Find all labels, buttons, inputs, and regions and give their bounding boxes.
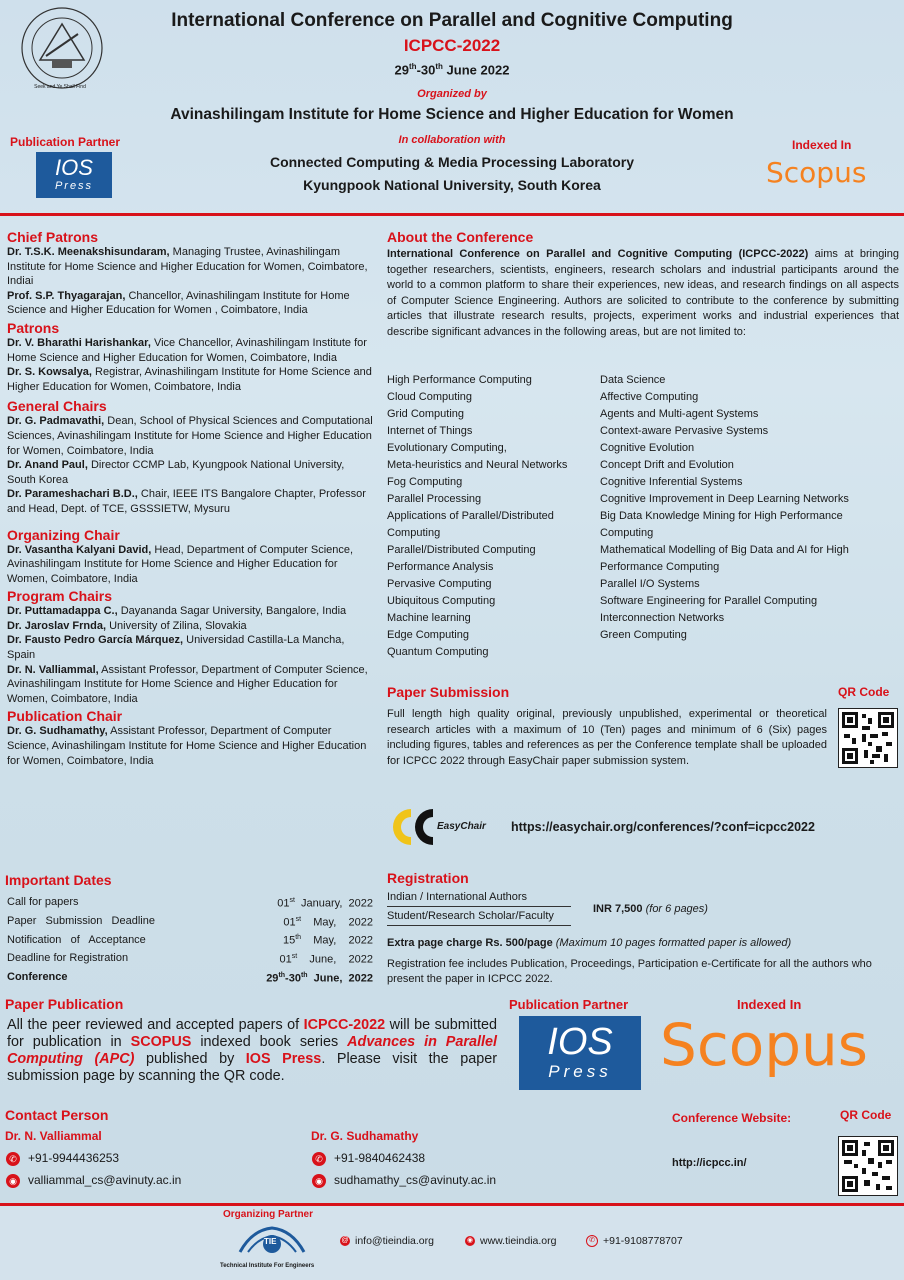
date-value: 01st January, 2022 <box>277 897 373 910</box>
scopus-logo-large: Scopus <box>660 1011 868 1079</box>
person-name: Dr. S. Kowsalya, <box>7 366 92 379</box>
registration-category-1: Indian / International Authors <box>387 890 571 907</box>
easychair-link[interactable]: https://easychair.org/conferences/?conf=icpcc2022 <box>511 820 815 834</box>
topic-item: Meta-heuristics and Neural Networks <box>387 459 568 471</box>
organizing-chair-title: Organizing Chair <box>7 526 120 543</box>
organized-by-label: Organized by <box>417 88 487 100</box>
topic-item: Cognitive Improvement in Deep Learning Networks <box>600 493 849 505</box>
date-label: Paper Submission Deadline <box>7 914 155 927</box>
person-desc: Director CCMP Lab, Kyungpook National University, South Korea <box>7 459 345 486</box>
person-entry <box>7 724 375 768</box>
person-desc: University of Zilina, Slovakia <box>106 619 247 632</box>
submission-qr-label: QR Code <box>838 685 890 699</box>
tie-logo <box>232 1222 312 1262</box>
person-desc: Registrar, Avinashilingam Institute for Home Science and Higher Education for Women, Coimbatore, India <box>7 366 372 393</box>
person-desc: Universidad Castilla-La Mancha, Spain <box>7 634 345 662</box>
tie-caption: Technical Institute For Engineers <box>220 1263 315 1269</box>
topic-item: Performance Computing <box>600 561 720 573</box>
person-entry <box>7 289 375 318</box>
date-label: Call for papers <box>7 896 79 909</box>
about-text <box>387 247 899 340</box>
contact-2-phone[interactable]: +91-9840462438 <box>334 1151 426 1165</box>
date-row <box>7 893 373 912</box>
general-chairs-title: General Chairs <box>7 398 107 415</box>
contact-2-name: Dr. G. Sudhamathy <box>311 1129 419 1143</box>
extra-page-charge-note: (Maximum 10 pages formatted paper is allowed) <box>552 937 792 949</box>
topic-item: Machine learning <box>387 612 471 624</box>
pub-text-4: SCOPUS <box>130 1034 192 1050</box>
person-name: Dr. T.S.K. Meenakshisundaram, <box>7 246 170 258</box>
publication-chair-list <box>7 724 375 768</box>
person-entry <box>7 604 375 619</box>
registration-fee <box>593 903 708 915</box>
person-desc: Chancellor, Avinashilingam Institute for Home Science and Higher Education for Women , Coimbatore, India <box>7 289 350 317</box>
paper-publication-text <box>7 1017 497 1085</box>
person-name: Dr. Vasantha Kalyani David, <box>7 543 152 556</box>
topic-item: Data Science <box>600 374 666 386</box>
publication-partner-label-2: Publication Partner <box>509 997 629 1012</box>
general-chairs-list <box>7 414 375 516</box>
phone-icon: ✆ <box>6 1152 20 1166</box>
person-name: Dr. Parameshachari B.D., <box>7 488 138 501</box>
registration-fee-note: (for 6 pages) <box>645 903 708 915</box>
person-name: Dr. N. Valliammal, <box>7 663 99 676</box>
chief-patrons-list <box>7 245 375 318</box>
topic-item: Internet of Things <box>387 425 473 437</box>
topic-item: High Performance Computing <box>387 374 532 386</box>
globe-icon: ◉ <box>6 1174 20 1188</box>
topic-item: Cognitive Inferential Systems <box>600 476 743 488</box>
topic-item: Applications of Parallel/Distributed <box>387 510 554 522</box>
topic-item: Context-aware Pervasive Systems <box>600 425 769 437</box>
important-dates-title: Important Dates <box>5 872 112 888</box>
organizing-partner-label: Organizing Partner <box>223 1209 314 1220</box>
person-desc: Managing Trustee, Avinashilingam Institute for Home Science and Higher Education for Women, Coimbatore, Indiai <box>7 246 368 288</box>
scopus-logo: Scopus <box>766 156 867 189</box>
topic-item: Computing <box>387 527 441 539</box>
contact-1-name: Dr. N. Valliammal <box>5 1129 102 1143</box>
person-entry <box>7 487 375 516</box>
easychair-logo-text: EasyChair <box>437 821 486 832</box>
footer-email[interactable]: info@tieindia.org <box>355 1235 434 1247</box>
topic-item: Cloud Computing <box>387 391 472 403</box>
conference-acronym: ICPCC-2022 <box>403 36 501 55</box>
program-chairs-title: Program Chairs <box>7 588 113 605</box>
topic-item: Computing <box>600 527 654 539</box>
contact-1-phone[interactable]: +91-9944436253 <box>28 1151 120 1165</box>
collab-label: In collaboration with <box>398 134 506 146</box>
ios-press-logo-large <box>519 1016 641 1090</box>
topic-item: Parallel Processing <box>387 493 482 505</box>
person-entry <box>7 414 375 458</box>
contact-title: Contact Person <box>5 1107 109 1123</box>
phone-icon: ✆ <box>312 1152 326 1166</box>
person-desc: Vice Chancellor, Avinashilingam Institute for Home Science and Higher Education for Women, Coimbatore, India <box>7 336 367 364</box>
program-chairs-list <box>7 604 375 706</box>
topic-item: Green Computing <box>600 629 687 641</box>
publication-partner-label: Publication Partner <box>10 135 121 149</box>
date-row <box>7 949 373 968</box>
organizing-chair-list <box>7 543 375 587</box>
person-name: Dr. Fausto Pedro García Márquez, <box>7 634 184 647</box>
date-value: 29th-30th June, 2022 <box>266 971 373 985</box>
collab-line-2: Kyungpook National University, South Korea <box>303 177 601 193</box>
submission-qr-code[interactable] <box>838 708 898 768</box>
about-body: aims at bringing together researchers, scientists, engineers, research scholars and industrial participants around the world to a common platform to share their experiences, new ideas, and research findings on all aspects of Computer Science Engineering. Authors are solicited to contribute to the conference by submitting articles that illustrate research results, projects, experiment works and industrial experiences that describe significant advances in the following areas, but are not limited to: <box>387 248 899 338</box>
pub-text-5: indexed book series <box>191 1034 348 1050</box>
registration-includes: Registration fee includes Publication, Proceedings, Participation e-Certificate for all the authors who present the paper in ICPCC 2022. <box>387 958 872 985</box>
topic-item: Performance Analysis <box>387 561 494 573</box>
ios-logo-top: IOS <box>55 155 93 180</box>
topic-item: Software Engineering for Parallel Computing <box>600 595 818 607</box>
registration-category-2: Student/Research Scholar/Faculty <box>387 907 571 926</box>
topic-item: Concept Drift and Evolution <box>600 459 734 471</box>
topic-item: Parallel I/O Systems <box>600 578 700 590</box>
submission-title: Paper Submission <box>387 684 510 700</box>
about-title: About the Conference <box>387 229 534 245</box>
footer-band <box>0 1206 904 1280</box>
person-entry <box>7 365 375 394</box>
topic-item: Affective Computing <box>600 391 699 403</box>
contact-1-email-row <box>6 1173 181 1188</box>
organizer-name: Avinashilingam Institute for Home Science and Higher Education for Women <box>170 106 734 123</box>
footer-email-row <box>340 1235 434 1247</box>
topic-item: Agents and Multi-agent Systems <box>600 408 759 420</box>
person-name: Prof. S.P. Thyagarajan, <box>7 289 126 302</box>
topic-item: Grid Computing <box>387 408 465 420</box>
registration-title: Registration <box>387 870 469 886</box>
conference-title: International Conference on Parallel and Cognitive Computing <box>171 10 733 31</box>
website-label: Conference Website: <box>672 1111 792 1125</box>
pub-text-6: Advances in Parallel Computing (APC) <box>7 1034 497 1067</box>
website-qr-code[interactable] <box>838 1136 898 1196</box>
important-dates-table <box>7 893 375 986</box>
person-desc: Dayananda Sagar University, Bangalore, India <box>117 605 347 618</box>
person-desc: Assistant Professor, Department of Computer Science, Avinashilingam Institute for Home Science and Higher Education for Women, Coimbatore, India <box>7 725 367 767</box>
date-value: 01st May, 2022 <box>283 915 373 929</box>
person-name: Dr. V. Bharathi Harishankar, <box>7 336 151 349</box>
contact-2-email[interactable]: sudhamathy_cs@avinuty.ac.in <box>334 1173 497 1187</box>
footer-web[interactable]: www.tieindia.org <box>480 1235 557 1247</box>
indexed-in-label: Indexed In <box>792 138 852 152</box>
pub-text-1: All the peer reviewed and accepted papers of <box>7 1017 304 1033</box>
contact-1-email[interactable]: valliammal_cs@avinuty.ac.in <box>28 1173 182 1187</box>
topic-item: Mathematical Modelling of Big Data and AI for High <box>600 544 849 556</box>
ios-press-logo <box>36 152 112 198</box>
person-name: Dr. G. Padmavathi, <box>7 415 105 428</box>
ios-logo-bottom: Press <box>54 180 94 192</box>
person-entry <box>7 458 375 487</box>
email-icon: @ <box>341 1237 349 1245</box>
date-label: Notification of Acceptance <box>7 933 146 946</box>
website-link[interactable]: http://icpcc.in/ <box>672 1157 747 1169</box>
date-row <box>7 968 373 987</box>
patrons-title: Patrons <box>7 319 60 336</box>
conference-dates: 29th-30th June 2022 <box>394 62 510 78</box>
topic-item: Fog Computing <box>387 476 463 488</box>
left-column <box>7 229 375 768</box>
person-entry <box>7 245 375 289</box>
registration-categories <box>387 890 571 926</box>
topic-item: Cognitive Evolution <box>600 442 695 454</box>
topic-item: Evolutionary Computing, <box>387 442 507 454</box>
indexed-in-label-2: Indexed In <box>737 997 802 1012</box>
footer-web-row <box>465 1235 556 1247</box>
globe-icon: ◉ <box>312 1174 326 1188</box>
paper-publication-title: Paper Publication <box>5 996 124 1012</box>
extra-page-charge <box>387 937 791 949</box>
pub-text-7: published by <box>134 1051 246 1067</box>
pub-text-3: will be submitted for publication in <box>7 1017 497 1050</box>
topic-item: Interconnection Networks <box>600 612 725 624</box>
contact-2-email-row <box>312 1173 496 1188</box>
chief-patrons-title: Chief Patrons <box>7 229 99 245</box>
person-name: Dr. Jaroslav Frnda, <box>7 619 107 632</box>
date-label: Conference <box>7 970 68 983</box>
topic-item: Edge Computing <box>387 629 469 641</box>
header-divider <box>0 213 904 216</box>
about-lead: International Conference on Parallel and Cognitive Computing (ICPCC-2022) <box>387 248 809 260</box>
patrons-list <box>7 336 375 394</box>
person-entry <box>7 663 375 707</box>
topic-item: Quantum Computing <box>387 646 489 658</box>
person-name: Dr. G. Sudhamathy, <box>7 725 108 738</box>
seal-motto: Seek and Ye Shall Find <box>34 84 86 90</box>
publication-chair-title: Publication Chair <box>7 708 123 725</box>
tie-logo-text: TIE <box>264 1237 277 1246</box>
person-entry <box>7 633 375 662</box>
date-value: 01st June, 2022 <box>279 952 373 966</box>
easychair-logo <box>387 805 497 849</box>
person-desc: Assistant Professor, Department of Computer Science, Avinashilingam Institute for Home Science and Higher Education for Women, Coimbatore, India <box>7 663 368 705</box>
contact-2-phone-row <box>312 1151 425 1166</box>
topics-left-list <box>387 372 592 661</box>
extra-page-charge-bold: Extra page charge Rs. 500/page <box>387 937 553 949</box>
globe-icon: ◉ <box>466 1237 474 1245</box>
date-row <box>7 930 373 949</box>
date-value: 15th May, 2022 <box>282 934 373 947</box>
contact-1-phone-row <box>6 1151 119 1166</box>
topics-right-list <box>600 372 900 644</box>
date-label: Deadline for Registration <box>7 952 129 965</box>
pub-text-9: . Please visit the paper submission page by scanning the QR code. <box>7 1051 497 1084</box>
person-desc: Dean, School of Physical Sciences and Computational Sciences, Avinashilingam Institute for Home Science and Higher Education for Women, Coimbatore, India <box>7 415 373 457</box>
pub-text-8: IOS Press <box>245 1051 322 1067</box>
contact-qr-label: QR Code <box>840 1108 892 1122</box>
topic-item: Ubiquitous Computing <box>387 595 496 607</box>
registration-fee-amount: INR 7,500 <box>593 903 643 915</box>
ios-logo-large-top: IOS <box>547 1021 613 1063</box>
pub-text-2: ICPCC-2022 <box>303 1017 386 1033</box>
footer-phone[interactable]: +91-9108778707 <box>603 1235 683 1247</box>
topic-item: Parallel/Distributed Computing <box>387 544 536 556</box>
collab-line-1: Connected Computing & Media Processing Laboratory <box>269 154 635 170</box>
person-entry <box>7 543 375 587</box>
date-row <box>7 912 373 931</box>
person-name: Dr. Anand Paul, <box>7 459 88 472</box>
person-entry <box>7 619 375 634</box>
footer-phone-row <box>586 1235 683 1247</box>
ios-logo-large-bottom: Press <box>548 1062 612 1081</box>
submission-text: Full length high quality original, previously unpublished, experimental or theoretical research articles with a maximum of 10 (Ten) pages and minimum of 6 (Six) pages including figures, tables and references as per the Conference template shall be uploaded for ICPCC 2022 through EasyChair paper submission system. <box>387 708 827 767</box>
person-entry <box>7 336 375 365</box>
person-name: Dr. Puttamadappa C., <box>7 605 118 618</box>
phone-icon: ✆ <box>586 1235 598 1247</box>
person-desc: Head, Department of Computer Science, Avinashilingam Institute for Home Science and Higher Education for Women, Coimbatore, India <box>7 543 354 585</box>
topic-item: Big Data Knowledge Mining for High Performance <box>600 510 843 522</box>
topic-item: Pervasive Computing <box>387 578 492 590</box>
person-desc: Chair, IEEE ITS Bangalore Chapter, Professor and Head, Dept. of TCE, GSSSIETW, Mysuru <box>7 488 366 515</box>
